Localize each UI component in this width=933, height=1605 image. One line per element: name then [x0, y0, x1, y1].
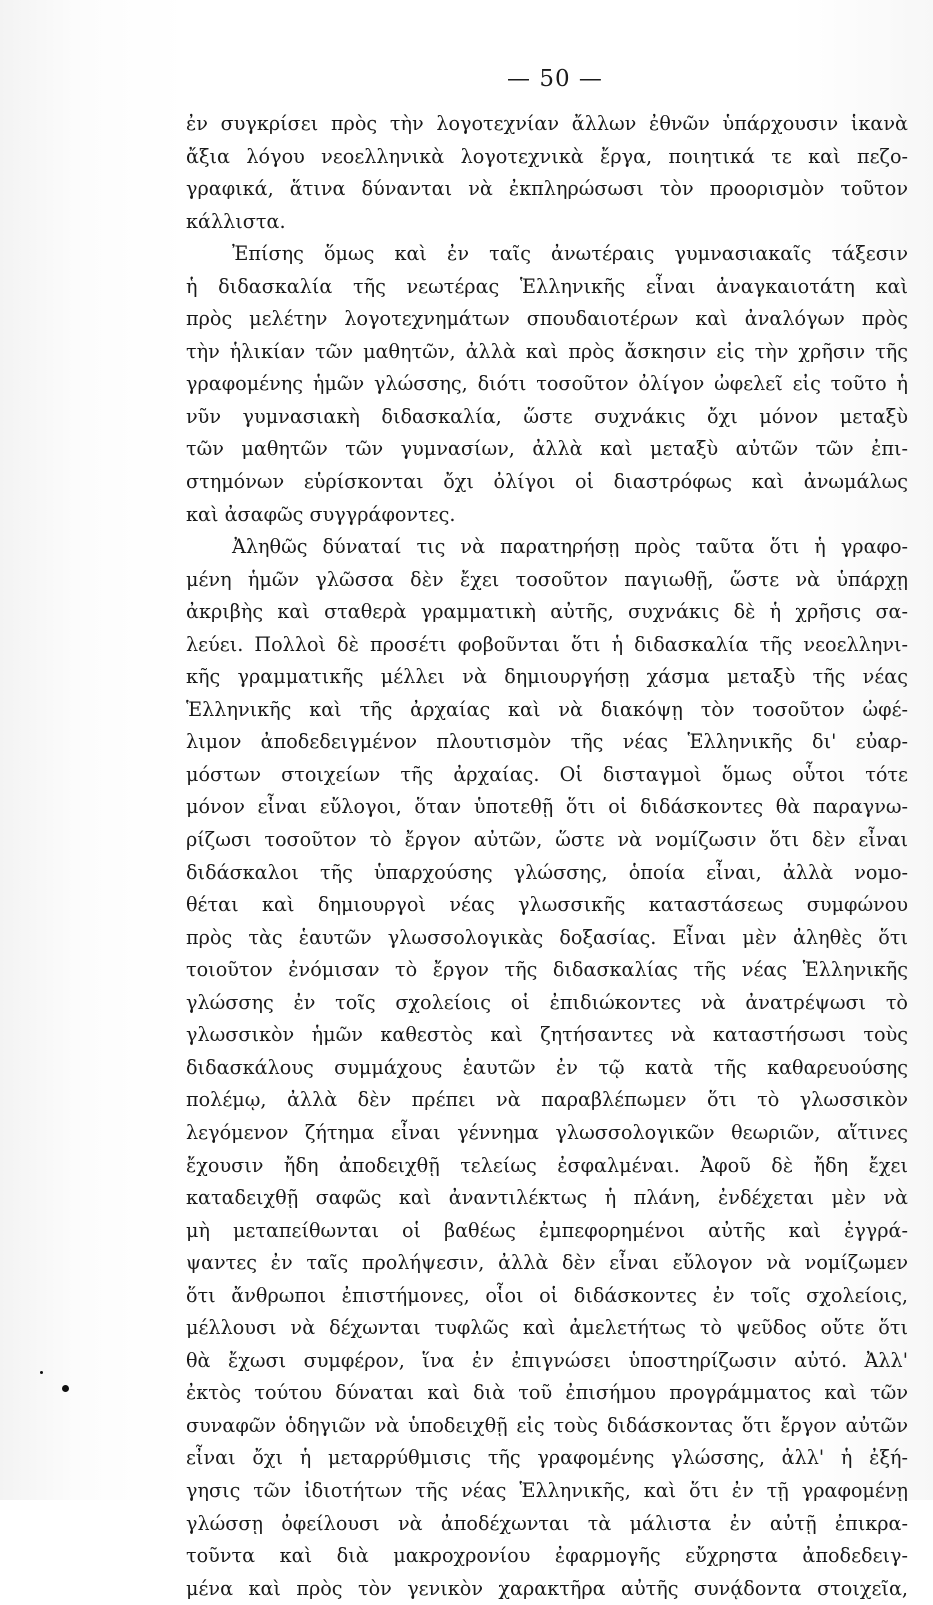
text-line: διδάσκαλοι τῆς ὑπαρχούσης γλώσσης, ὁποία εἶναι, ἀλλὰ νομο-	[186, 860, 908, 884]
text-line: λεγόμενον ζήτημα εἶναι γέννημα γλωσσολογικῶν θεωριῶν, αἵτινες	[186, 1120, 908, 1144]
body-text	[186, 108, 908, 1605]
text-line: ἀκριβὴς καὶ σταθερὰ γραμματικὴ αὐτῆς, συχνάκις δὲ ἡ χρῆσις σα-	[186, 600, 908, 624]
text-line: πρὸς τὰς ἑαυτῶν γλωσσολογικὰς δοξασίας. Εἶναι μὲν ἀληθὲς ὅτι	[186, 925, 908, 949]
text-line: θὰ ἔχωσι συμφέρον, ἵνα ἐν ἐπιγνώσει ὑποστηρίζωσιν αὐτό. Ἀλλ'	[186, 1348, 908, 1372]
text-line: θέται καὶ δημιουργοὶ νέας γλωσσικῆς καταστάσεως συμφώνου	[186, 893, 908, 917]
text-line: στημόνων εὑρίσκονται ὄχι ὀλίγοι οἱ διαστρόφως καὶ ἀνωμάλως	[186, 470, 908, 494]
text-line: τῶν μαθητῶν τῶν γυμνασίων, ἀλλὰ καὶ μεταξὺ αὐτῶν τῶν ἐπι-	[186, 437, 908, 461]
ink-speck	[40, 1371, 43, 1374]
text-line: ἔχουσιν ἤδη ἀποδειχθῇ τελείως ἐσφαλμέναι. Ἀφοῦ δὲ ἤδη ἔχει	[186, 1153, 908, 1177]
text-line: ἐκτὸς τούτου δύναται καὶ διὰ τοῦ ἐπισήμου προγράμματος καὶ τῶν	[186, 1381, 908, 1405]
text-line: γλώσσῃ ὀφείλουσι νὰ ἀποδέχωνται τὰ μάλιστα ἐν αὐτῇ ἐπικρα-	[186, 1511, 908, 1535]
text-line: ἡ διδασκαλία τῆς νεωτέρας Ἑλληνικῆς εἶναι ἀναγκαιοτάτη καὶ	[186, 274, 908, 298]
text-line: ἄξια λόγου νεοελληνικὰ λογοτεχνικὰ ἔργα, ποιητικά τε καὶ πεζο-	[186, 144, 908, 168]
text-line: κῆς γραμματικῆς μέλλει νὰ δημιουργήσῃ χάσμα μεταξὺ τῆς νέας	[186, 665, 908, 689]
text-line: γλώσσης ἐν τοῖς σχολείοις οἱ ἐπιδιώκοντες νὰ ἀνατρέψωσι τὸ	[186, 990, 908, 1014]
text-line: ψαντες ἐν ταῖς προλήψεσιν, ἀλλὰ δὲν εἶναι εὔλογον νὰ νομίζωμεν	[186, 1251, 908, 1275]
text-line: λιμον ἀποδεδειγμένον πλουτισμὸν τῆς νέας Ἑλληνικῆς δι' εὐαρ-	[186, 730, 908, 754]
text-line: καὶ ἀσαφῶς συγγράφοντες.	[186, 502, 456, 526]
text-line: μόστων στοιχείων τῆς ἀρχαίας. Οἱ δισταγμοὶ ὅμως οὗτοι τότε	[186, 762, 908, 786]
text-line: γραφικά, ἅτινα δύνανται νὰ ἐκπληρώσωσι τὸν προορισμὸν τοῦτον	[186, 177, 908, 201]
text-line: τοιοῦτον ἐνόμισαν τὸ ἔργον τῆς διδασκαλίας τῆς νέας Ἑλληνικῆς	[186, 958, 908, 982]
text-line: μένη ἡμῶν γλῶσσα δὲν ἔχει τοσοῦτον παγιωθῇ, ὥστε νὰ ὑπάρχῃ	[186, 567, 908, 591]
text-line: Ἐπίσης ὅμως καὶ ἐν ταῖς ἀνωτέραις γυμνασιακαῖς τάξεσιν	[232, 242, 908, 266]
text-line: κάλλιστα.	[186, 209, 286, 233]
text-line: γραφομένης ἡμῶν γλώσσης, διότι τοσοῦτον ὀλίγον ὠφελεῖ εἰς τοῦτο ἡ	[186, 372, 908, 396]
text-line: καταδειχθῇ σαφῶς καὶ ἀναντιλέκτως ἡ πλάνη, ἐνδέχεται μὲν νὰ	[186, 1186, 908, 1210]
page-number: — 50 —	[507, 66, 603, 92]
text-line: γησις τῶν ἰδιοτήτων τῆς νέας Ἑλληνικῆς, καὶ ὅτι ἐν τῇ γραφομένῃ	[186, 1478, 908, 1502]
text-line: Ἑλληνικῆς καὶ τῆς ἀρχαίας καὶ νὰ διακόψῃ τὸν τοσοῦτον ὠφέ-	[186, 697, 908, 721]
text-line: μέλλουσι νὰ δέχωνται τυφλῶς καὶ ἀμελετήτως τὸ ψεῦδος οὔτε ὅτι	[186, 1316, 908, 1340]
text-line: τὴν ἡλικίαν τῶν μαθητῶν, ἀλλὰ καὶ πρὸς ἄσκησιν εἰς τὴν χρῆσιν τῆς	[186, 339, 908, 363]
text-line: λεύει. Πολλοὶ δὲ προσέτι φοβοῦνται ὅτι ἡ διδασκαλία τῆς νεοελληνι-	[186, 632, 908, 656]
text-line: ρίζωσι τοσοῦτον τὸ ἔργον αὐτῶν, ὥστε νὰ νομίζωσιν ὅτι δὲν εἶναι	[186, 828, 908, 852]
text-line: πρὸς μελέτην λογοτεχνημάτων σπουδαιοτέρων καὶ ἀναλόγων πρὸς	[186, 307, 908, 331]
text-line: μὴ μεταπείθωνται οἱ βαθέως ἐμπεφορημένοι αὐτῆς καὶ ἐγγρά-	[186, 1218, 908, 1242]
text-line: εἶναι ὄχι ἡ μεταρρύθμισις τῆς γραφομένης γλώσσης, ἀλλ' ἡ ἐξή-	[186, 1446, 908, 1470]
text-line: μόνον εἶναι εὔλογοι, ὅταν ὑποτεθῇ ὅτι οἱ διδάσκοντες θὰ παραγνω-	[186, 795, 908, 819]
text-line: γλωσσικὸν ἡμῶν καθεστὸς καὶ ζητήσαντες νὰ καταστήσωσι τοὺς	[186, 1023, 908, 1047]
text-line: διδασκάλους συμμάχους ἑαυτῶν ἐν τῷ κατὰ τῆς καθαρευούσης	[186, 1055, 908, 1079]
text-line: πολέμῳ, ἀλλὰ δὲν πρέπει νὰ παραβλέπωμεν ὅτι τὸ γλωσσικὸν	[186, 1088, 908, 1112]
ink-speck	[62, 1385, 69, 1392]
text-line: Ἀληθῶς δύναταί τις νὰ παρατηρήσῃ πρὸς ταῦτα ὅτι ἡ γραφο-	[232, 535, 908, 559]
text-line: νῦν γυμνασιακὴ διδασκαλία, ὥστε συχνάκις ὄχι μόνον μεταξὺ	[186, 404, 908, 428]
text-line: συναφῶν ὁδηγιῶν νὰ ὑποδειχθῇ εἰς τοὺς διδάσκοντας ὅτι ἔργον αὐτῶν	[186, 1413, 908, 1437]
text-line: μένα καὶ πρὸς τὸν γενικὸν χαρακτῆρα αὐτῆς συνᾴδοντα στοιχεῖα,	[186, 1576, 908, 1600]
text-line: τοῦντα καὶ διὰ μακροχρονίου ἐφαρμογῆς εὔχρηστα ἀποδεδειγ-	[186, 1544, 908, 1568]
text-line: ἐν συγκρίσει πρὸς τὴν λογοτεχνίαν ἄλλων ἐθνῶν ὑπάρχουσιν ἱκανὰ	[186, 112, 908, 135]
text-line: ὅτι ἄνθρωποι ἐπιστήμονες, οἷοι οἱ διδάσκοντες ἐν τοῖς σχολείοις,	[186, 1283, 908, 1307]
